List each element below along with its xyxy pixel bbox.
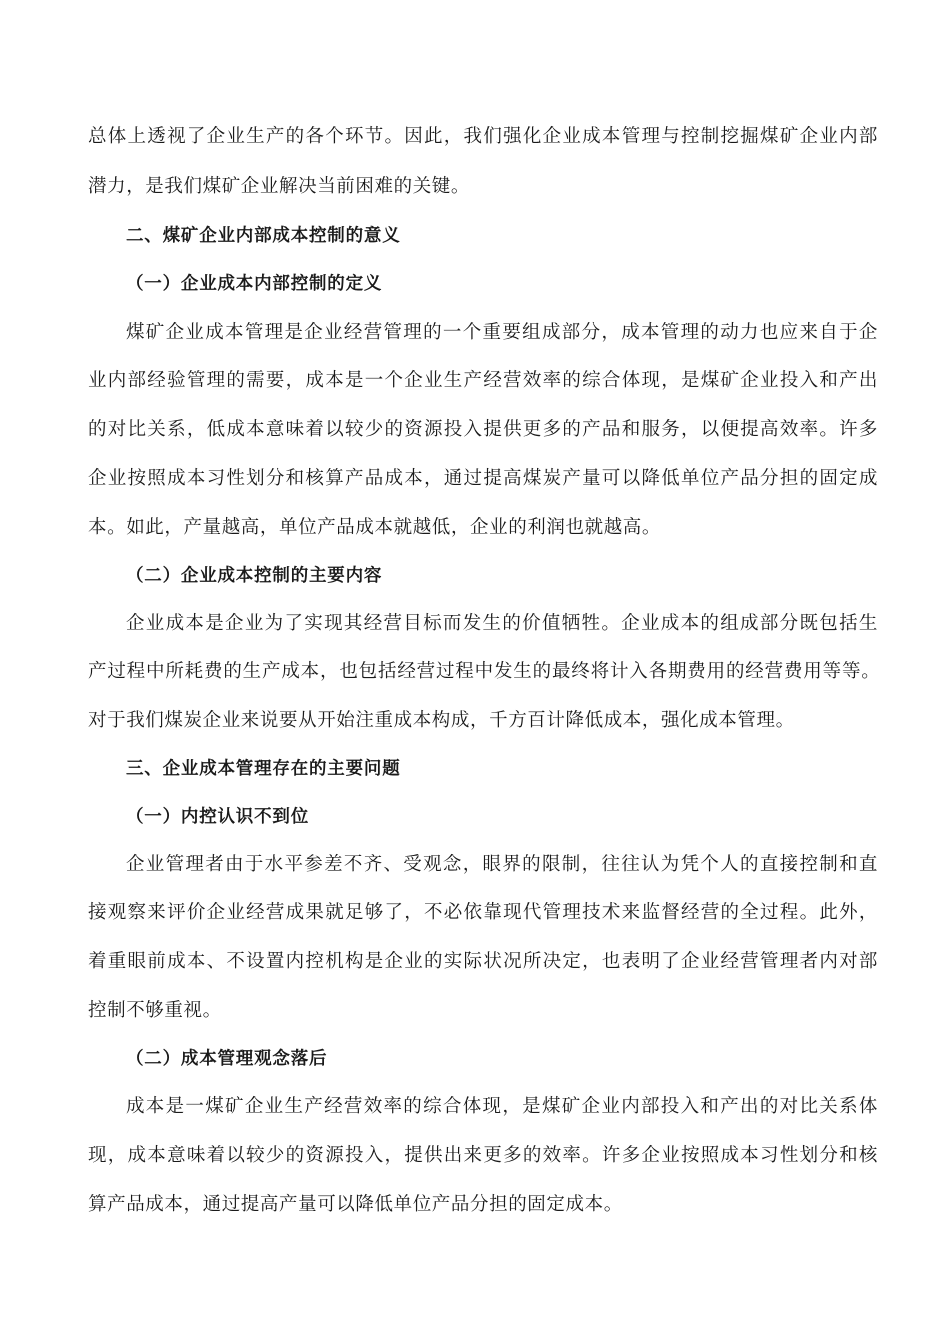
section-heading: 二、煤矿企业内部成本控制的意义	[126, 226, 401, 246]
body-text-line: 现，成本意味着以较少的资源投入，提供出来更多的效率。许多企业按照成本习性划分和核	[88, 1145, 878, 1166]
body-text-line: 着重眼前成本、不设置内控机构是企业的实际状况所决定，也表明了企业经营管理者内对部	[88, 951, 878, 972]
body-text-line: 企业管理者由于水平参差不齐、受观念，眼界的限制，往往认为凭个人的直接控制和直	[126, 854, 878, 875]
body-text-line: 成本是一煤矿企业生产经营效率的综合体现，是煤矿企业内部投入和产出的对比关系体	[126, 1096, 878, 1117]
body-text-line: 的对比关系，低成本意味着以较少的资源投入提供更多的产品和服务，以便提高效率。许多	[88, 419, 878, 440]
subsection-heading: （二）企业成本控制的主要内容	[126, 566, 383, 586]
body-text-line: 业内部经验管理的需要，成本是一个企业生产经营效率的综合体现，是煤矿企业投入和产出	[88, 370, 878, 391]
body-text-line: 煤矿企业成本管理是企业经营管理的一个重要组成部分，成本管理的动力也应来自于企	[126, 322, 878, 343]
body-text-line: 算产品成本，通过提高产量可以降低单位产品分担的固定成本。	[88, 1194, 623, 1215]
body-text-line: 企业成本是企业为了实现其经营目标而发生的价值牺牲。企业成本的组成部分既包括生	[126, 613, 878, 634]
body-text-line: 本。如此，产量越高，单位产品成本就越低，企业的利润也就越高。	[88, 517, 662, 538]
body-text-line: 控制不够重视。	[88, 1000, 222, 1021]
body-text-line: 产过程中所耗费的生产成本，也包括经营过程中发生的最终将计入各期费用的经营费用等等。	[88, 661, 880, 682]
body-text-line: 企业按照成本习性划分和核算产品成本，通过提高煤炭产量可以降低单位产品分担的固定成	[88, 468, 878, 489]
body-text-line: 潜力，是我们煤矿企业解决当前困难的关键。	[88, 176, 471, 197]
body-text-line: 接观察来评价企业经营成果就足够了，不必依靠现代管理技术来监督经营的全过程。此外，	[88, 902, 878, 923]
body-text-line: 对于我们煤炭企业来说要从开始注重成本构成，千方百计降低成本，强化成本管理。	[88, 710, 795, 731]
subsection-heading: （一）企业成本内部控制的定义	[126, 274, 383, 294]
subsection-heading: （二）成本管理观念落后	[126, 1049, 328, 1069]
subsection-heading: （一）内控认识不到位	[126, 807, 309, 827]
section-heading: 三、企业成本管理存在的主要问题	[126, 759, 401, 779]
body-text-line: 总体上透视了企业生产的各个环节。因此，我们强化企业成本管理与控制挖掘煤矿企业内部	[88, 126, 878, 147]
